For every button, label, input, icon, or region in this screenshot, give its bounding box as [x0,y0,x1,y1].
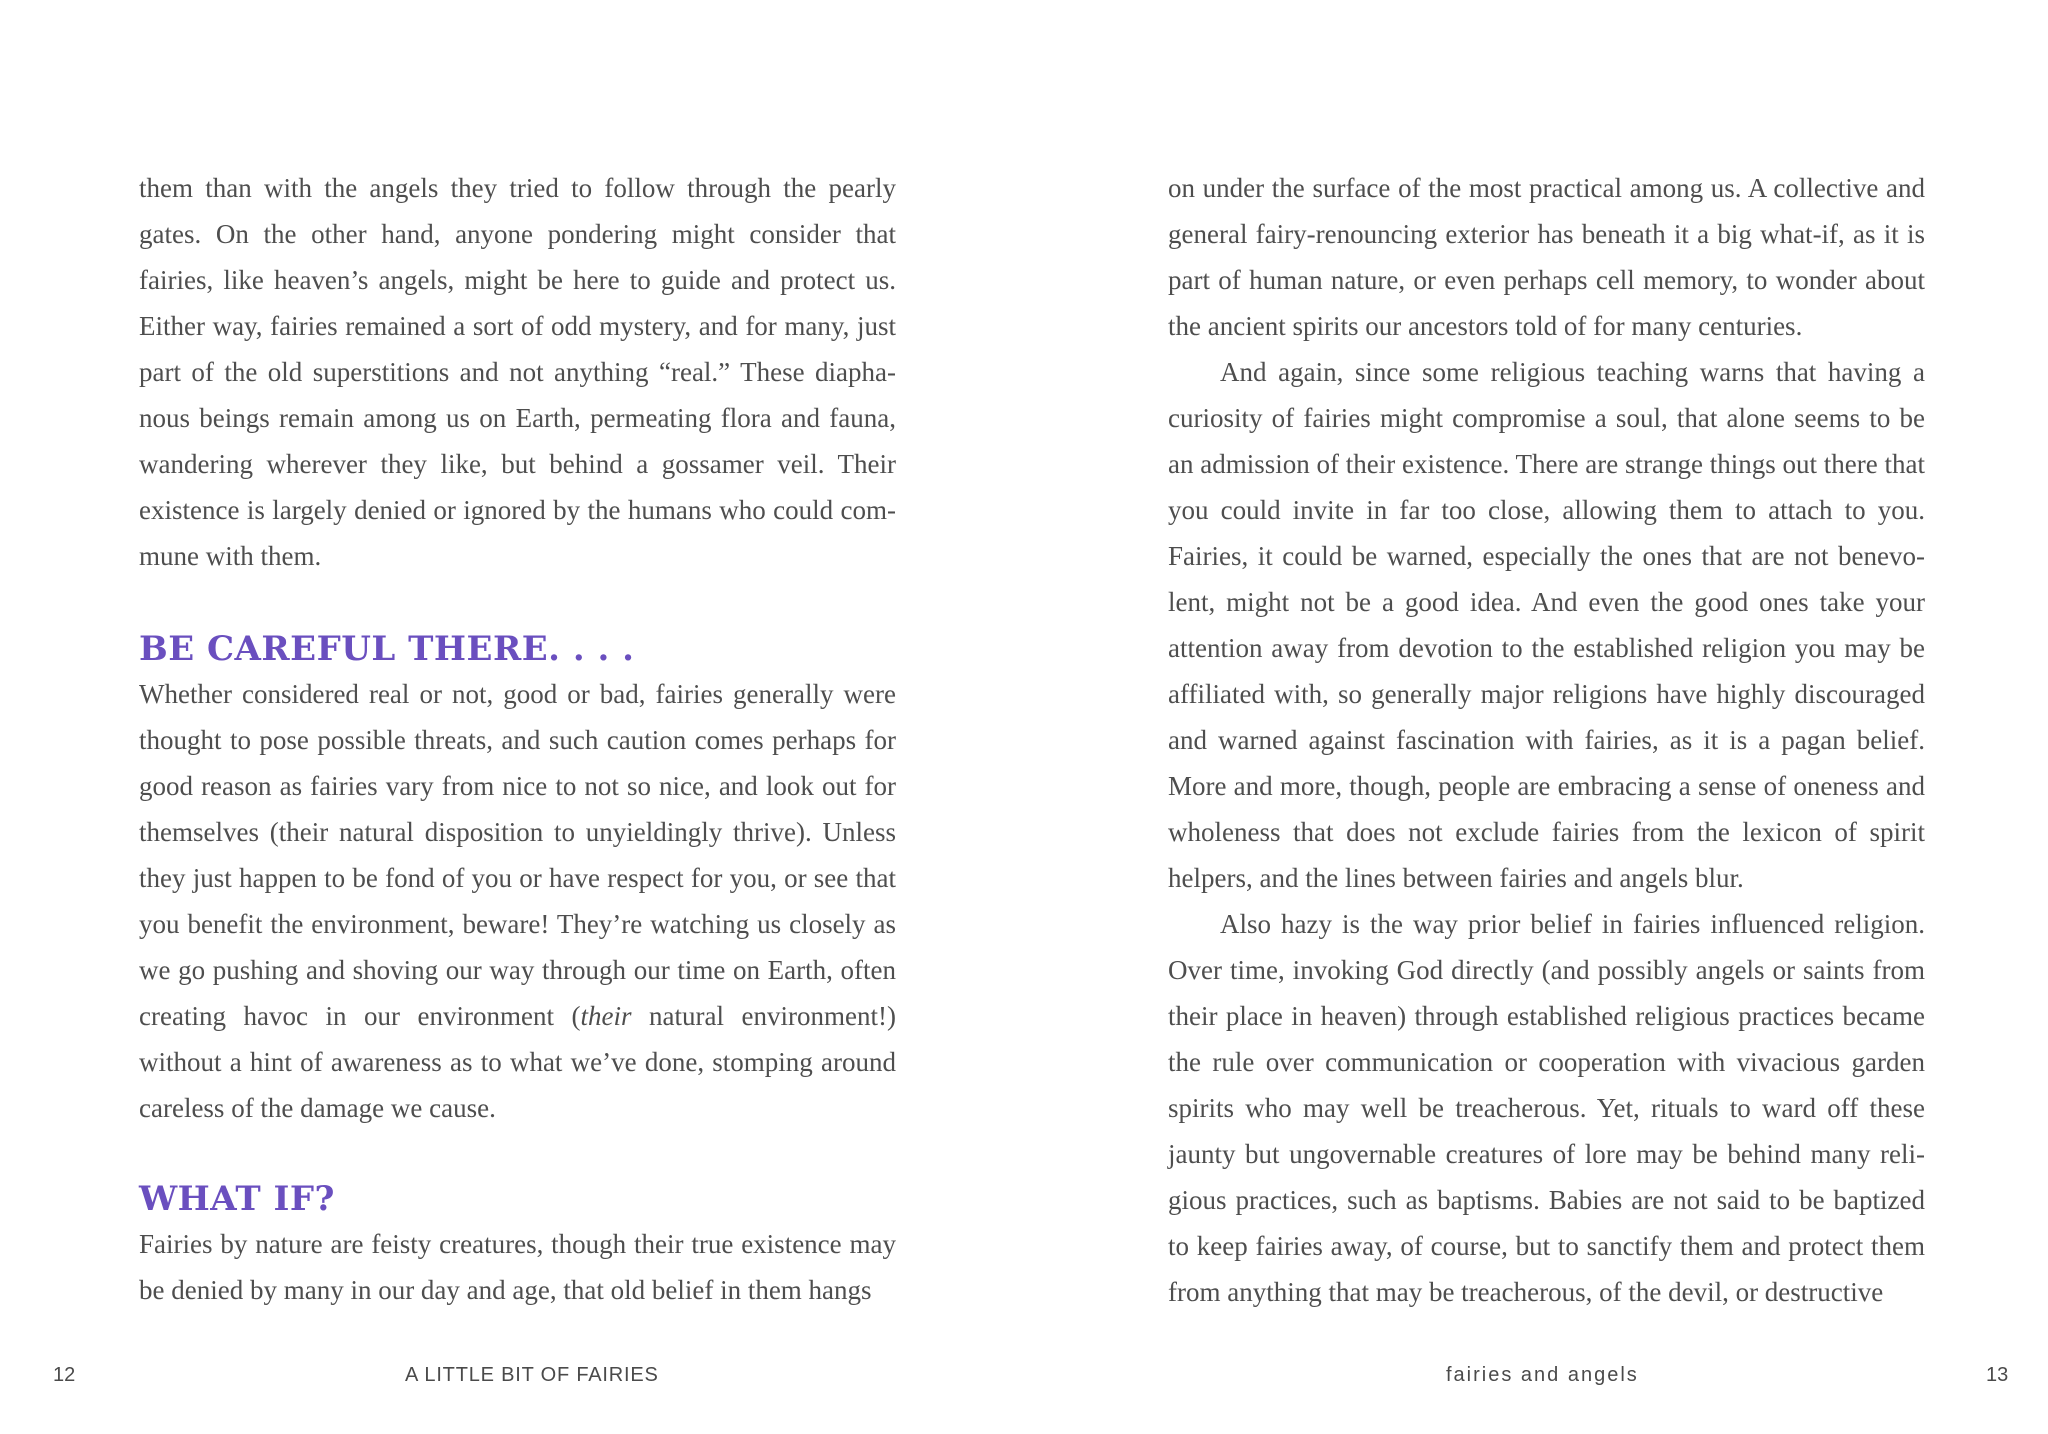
right-paragraph-also-hazy: Also hazy is the way prior belief in fairies influenced religion. Over time, invoking God directly (and possibly angels or saints from their place in heaven) through established religious practices became the rule over communication or cooperation with vivacious garden spirits who may well be treacherous. Yet, rituals to ward off these jaunty but ungovernable creatures of lore may be behind many religious practices, such as baptisms. Babies are not said to be baptized to keep fairies away, of course, but to sanctify them and protect them from anything that may be treacherous, of the devil, or destructive [1168,909,1925,1307]
right-paragraph-continued: on under the surface of the most practical among us. A collective and general fairy-renouncing exterior has beneath it a big what-if, as it is part of human nature, or even perhaps cell memory, to wonder about the ancient spirits our ancestors told of for many centuries. [1168,173,1925,341]
be-careful-paragraph [139,671,896,1131]
be-careful-text-part-1: Whether considered real or not, good or bad, fairies generally were thought to pose possible threats, and such caution comes perhaps for good reason as fairies vary from nice to not so nice, and look out for themselves (their natural disposition to unyieldingly thrive). Unless they just happen to be fond of you or have respect for you, or see that you benefit the environment, beware! They’re watching us closely as we go pushing and shoving our way through our time on Earth, often creating havoc in our environment ( [139,679,896,1031]
what-if-paragraph: Fairies by nature are feisty creatures, though their true existence may be denied by many in our day and age, that old belief in them hangs [139,1229,896,1305]
section-heading-be-careful: BE CAREFUL THERE. . . . [139,629,635,669]
running-head-book-title: A LITTLE BIT OF FAIRIES [405,1364,659,1386]
be-careful-text-part-2: natural environment!) without a hint of awareness as to what we’ve done, stomping around careless of the damage we cause. [139,1001,896,1123]
page-number-left: 12 [53,1364,76,1386]
left-opening-paragraph: them than with the angels they tried to follow through the pearly gates. On the other hand, anyone pondering might consider that fairies, like heaven’s angels, might be here to guide and protect us. Either way, fairies remained a sort of odd mystery, and for many, just part of the old superstitions and not anything “real.” These diaphanous beings remain among us on Earth, permeating flora and fauna, wandering wherever they like, but behind a gossamer veil. Their existence is largely denied or ignored by the humans who could commune with them. [139,173,896,571]
italic-emphasis: their [580,1001,632,1031]
page-number-right: 13 [1986,1364,2009,1386]
right-paragraph-and-again: And again, since some religious teaching warns that having a curiosity of fairies might compromise a soul, that alone seems to be an admission of their existence. There are strange things out there that you could invite in far too close, allowing them to attach to you. Fairies, it could be warned, especially the ones that are not benevolent, might not be a good idea. And even the good ones take your attention away from devotion to the established religion you may be affiliated with, so generally major religions have highly discouraged and warned against fascination with fairies, as it is a pagan belief. More and more, though, people are embracing a sense of oneness and wholeness that does not exclude fairies from the lexicon of spirit helpers, and the lines between fairies and angels blur. [1168,357,1925,893]
left-page-text [139,165,896,1313]
running-head-chapter-title: fairies and angels [1446,1364,1639,1386]
section-heading-what-if: WHAT IF? [139,1179,335,1219]
right-page-text [1168,165,1925,1315]
